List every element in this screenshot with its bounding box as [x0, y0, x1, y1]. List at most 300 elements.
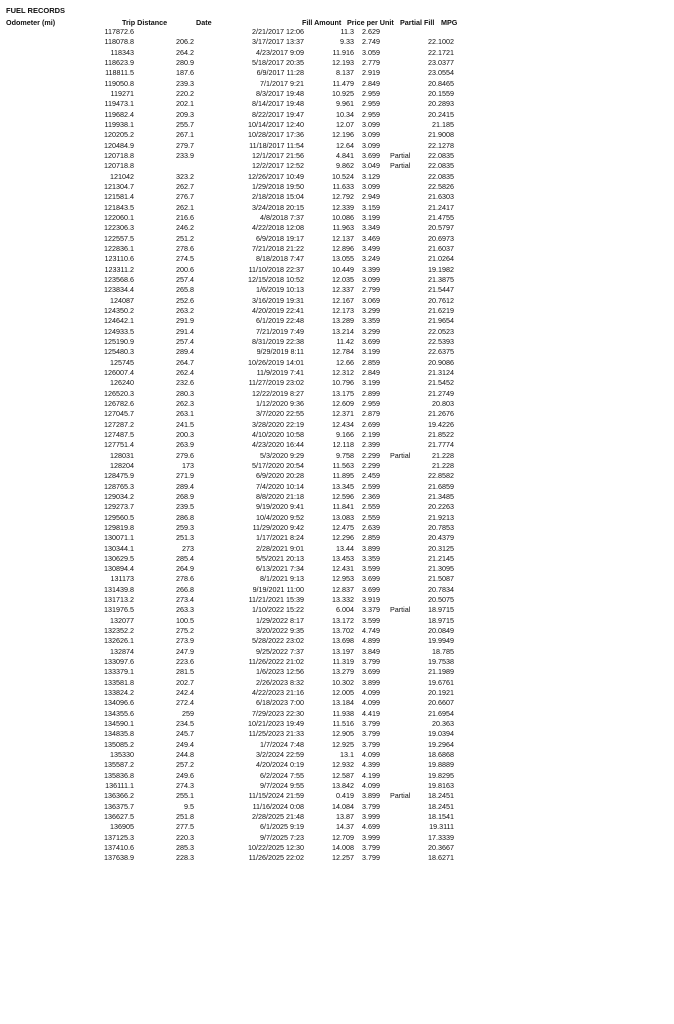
price-cell: 2.749: [362, 37, 380, 47]
mpg-cell: 21.2676: [428, 409, 454, 419]
table-row: [0, 120, 674, 130]
table-row: [0, 327, 674, 337]
price-cell: 2.879: [362, 409, 380, 419]
mpg-cell: 19.8295: [428, 770, 454, 780]
trip-cell: 244.8: [176, 750, 194, 760]
date-cell: 9/25/2022 7:37: [256, 646, 304, 656]
date-cell: 4/23/2020 16:44: [252, 440, 304, 450]
trip-cell: 291.4: [176, 326, 194, 336]
odometer-cell: 119271: [110, 88, 134, 98]
fill-cell: 0.419: [336, 791, 354, 801]
odometer-cell: 121304.7: [104, 181, 134, 191]
table-row: [0, 99, 674, 109]
table-row: [0, 182, 674, 192]
odometer-cell: 127487.5: [104, 429, 134, 439]
mpg-cell: 21.3485: [428, 491, 454, 501]
mpg-cell: 23.0554: [428, 68, 454, 78]
odometer-cell: 124350.2: [104, 305, 134, 315]
date-cell: 8/14/2017 19:48: [252, 99, 304, 109]
table-row: [0, 812, 674, 822]
price-cell: 3.349: [362, 223, 380, 233]
price-cell: 2.629: [362, 27, 380, 36]
mpg-cell: 20.1921: [428, 688, 454, 698]
mpg-cell: 19.9949: [428, 636, 454, 646]
table-row: [0, 378, 674, 388]
table-row: [0, 523, 674, 533]
mpg-cell: 21.3095: [428, 564, 454, 574]
price-cell: 3.699: [362, 584, 380, 594]
fill-cell: 12.257: [332, 853, 354, 863]
mpg-cell: 20.5075: [428, 595, 454, 605]
table-row: [0, 626, 674, 636]
odometer-cell: 125190.9: [104, 336, 134, 346]
price-cell: 3.499: [362, 243, 380, 253]
mpg-cell: 19.3111: [429, 822, 454, 832]
date-cell: 6/1/2019 22:48: [256, 316, 304, 326]
price-cell: 3.699: [362, 667, 380, 677]
table-row: [0, 760, 674, 770]
odometer-cell: 137638.9: [104, 853, 134, 863]
fill-cell: 12.792: [332, 192, 354, 202]
mpg-cell: 18.2451: [428, 791, 454, 801]
date-cell: 8/22/2017 19:47: [252, 109, 304, 119]
table-row: [0, 574, 674, 584]
price-cell: 2.299: [362, 460, 380, 470]
fill-cell: 14.37: [336, 822, 354, 832]
mpg-cell: 21.9654: [428, 316, 454, 326]
date-cell: 12/1/2017 21:56: [252, 150, 304, 160]
fill-cell: 13.44: [336, 543, 354, 553]
table-row: [0, 709, 674, 719]
date-cell: 3/2/2024 22:59: [256, 750, 304, 760]
odometer-cell: 133581.8: [104, 677, 134, 687]
date-cell: 9/7/2024 9:55: [260, 781, 304, 791]
date-cell: 7/21/2019 7:49: [256, 326, 304, 336]
price-cell: 2.399: [362, 440, 380, 450]
trip-cell: 289.4: [176, 347, 194, 357]
table-row: [0, 647, 674, 657]
table-row: [0, 306, 674, 316]
odometer-cell: 128031: [110, 450, 134, 460]
trip-cell: 100.5: [176, 615, 194, 625]
table-row: [0, 750, 674, 760]
trip-cell: 273.4: [176, 595, 194, 605]
table-row: [0, 141, 674, 151]
date-cell: 12/22/2019 8:27: [252, 388, 304, 398]
table-row: [0, 636, 674, 646]
table-row: [0, 389, 674, 399]
price-cell: 2.849: [362, 78, 380, 88]
trip-cell: 262.7: [176, 181, 194, 191]
price-cell: 4.099: [362, 781, 380, 791]
trip-cell: 246.2: [176, 223, 194, 233]
mpg-cell: 20.2263: [428, 502, 454, 512]
date-cell: 6/1/2025 9:19: [260, 822, 304, 832]
fill-cell: 12.035: [332, 274, 354, 284]
price-cell: 3.199: [362, 378, 380, 388]
odometer-cell: 121581.4: [104, 192, 134, 202]
fill-cell: 13.842: [332, 781, 354, 791]
trip-cell: 280.9: [176, 57, 194, 67]
odometer-cell: 128765.3: [104, 481, 134, 491]
price-cell: 3.099: [362, 140, 380, 150]
price-cell: 2.639: [362, 522, 380, 532]
mpg-cell: 19.8889: [428, 760, 454, 770]
fill-cell: 14.084: [332, 801, 354, 811]
odometer-cell: 136375.7: [104, 801, 134, 811]
mpg-cell: 20.4379: [428, 533, 454, 543]
odometer-cell: 125745: [110, 357, 134, 367]
date-cell: 5/5/2021 20:13: [256, 553, 304, 563]
trip-cell: 271.9: [176, 471, 194, 481]
trip-cell: 267.1: [176, 130, 194, 140]
trip-cell: 247.9: [176, 646, 194, 656]
date-cell: 4/22/2023 21:16: [252, 688, 304, 698]
mpg-cell: 21.185: [432, 119, 454, 129]
fill-cell: 12.005: [332, 688, 354, 698]
table-row: [0, 492, 674, 502]
header-fill: Fill Amount: [302, 18, 342, 27]
mpg-cell: 20.3125: [428, 543, 454, 553]
trip-cell: 279.6: [176, 450, 194, 460]
odometer-cell: 122060.1: [104, 212, 134, 222]
trip-cell: 275.2: [176, 626, 194, 636]
odometer-cell: 122306.3: [104, 223, 134, 233]
fill-cell: 9.166: [336, 429, 354, 439]
price-cell: 3.379: [362, 605, 380, 615]
date-cell: 2/21/2017 12:06: [252, 27, 304, 36]
trip-cell: 279.7: [176, 140, 194, 150]
odometer-cell: 121042: [110, 171, 134, 181]
trip-cell: 255.7: [176, 119, 194, 129]
table-row: [0, 265, 674, 275]
table-row: [0, 533, 674, 543]
trip-cell: 209.3: [176, 109, 194, 119]
fill-cell: 13.289: [332, 316, 354, 326]
price-cell: 2.919: [362, 68, 380, 78]
mpg-cell: 20.6973: [428, 233, 454, 243]
trip-cell: 249.6: [176, 770, 194, 780]
date-cell: 8/8/2020 21:18: [256, 491, 304, 501]
date-cell: 10/28/2017 17:36: [248, 130, 304, 140]
fill-cell: 10.925: [332, 88, 354, 98]
odometer-cell: 133097.6: [104, 657, 134, 667]
odometer-cell: 134096.6: [104, 698, 134, 708]
date-cell: 2/26/2023 8:32: [256, 677, 304, 687]
price-cell: 3.099: [362, 181, 380, 191]
odometer-cell: 132626.1: [104, 636, 134, 646]
fill-cell: 13.197: [332, 646, 354, 656]
table-row: [0, 595, 674, 605]
date-cell: 7/29/2023 22:30: [252, 708, 304, 718]
date-cell: 5/28/2022 23:02: [252, 636, 304, 646]
trip-cell: 251.3: [176, 533, 194, 543]
mpg-cell: 21.2417: [428, 202, 454, 212]
date-cell: 7/1/2017 9:21: [260, 78, 304, 88]
price-cell: 3.049: [362, 161, 380, 171]
partial-cell: Partial: [390, 150, 411, 160]
header-price: Price per Unit: [347, 18, 394, 27]
trip-cell: 216.6: [176, 212, 194, 222]
date-cell: 3/28/2020 22:19: [252, 419, 304, 429]
fill-cell: 9.33: [340, 37, 354, 47]
price-cell: 2.859: [362, 357, 380, 367]
odometer-cell: 125480.3: [104, 347, 134, 357]
trip-cell: 220.2: [176, 88, 194, 98]
trip-cell: 264.2: [176, 47, 194, 57]
mpg-cell: 19.8163: [428, 781, 454, 791]
price-cell: 3.899: [362, 791, 380, 801]
date-cell: 7/4/2020 10:14: [256, 481, 304, 491]
table-row: [0, 358, 674, 368]
date-cell: 8/3/2017 19:48: [256, 88, 304, 98]
mpg-cell: 21.9213: [428, 512, 454, 522]
table-row: [0, 399, 674, 409]
date-cell: 5/3/2020 9:29: [260, 450, 304, 460]
trip-cell: 251.2: [176, 233, 194, 243]
date-cell: 4/22/2018 12:08: [252, 223, 304, 233]
fill-cell: 10.302: [332, 677, 354, 687]
table-row: [0, 275, 674, 285]
trip-cell: 232.6: [176, 378, 194, 388]
trip-cell: 276.7: [176, 192, 194, 202]
date-cell: 10/14/2017 12:40: [248, 119, 304, 129]
price-cell: 3.799: [362, 843, 380, 853]
trip-cell: 274.3: [176, 781, 194, 791]
table-row: [0, 172, 674, 182]
fill-cell: 11.938: [332, 708, 354, 718]
price-cell: 4.199: [362, 770, 380, 780]
fill-cell: 12.07: [336, 119, 354, 129]
price-cell: 3.799: [362, 719, 380, 729]
trip-cell: 245.7: [176, 729, 194, 739]
trip-cell: 285.4: [176, 553, 194, 563]
price-cell: 3.599: [362, 564, 380, 574]
odometer-cell: 127045.7: [104, 409, 134, 419]
fill-cell: 12.932: [332, 760, 354, 770]
mpg-cell: 22.0835: [428, 161, 454, 171]
price-cell: 2.859: [362, 533, 380, 543]
mpg-cell: 22.8582: [428, 471, 454, 481]
date-cell: 11/15/2024 21:59: [248, 791, 304, 801]
price-cell: 3.299: [362, 305, 380, 315]
table-row: [0, 585, 674, 595]
fill-cell: 13.332: [332, 595, 354, 605]
mpg-cell: 21.2749: [428, 388, 454, 398]
price-cell: 2.959: [362, 398, 380, 408]
fill-cell: 12.66: [336, 357, 354, 367]
date-cell: 6/13/2021 7:34: [256, 564, 304, 574]
price-cell: 2.959: [362, 99, 380, 109]
odometer-cell: 129273.7: [104, 502, 134, 512]
table-row: [0, 729, 674, 739]
table-row: [0, 213, 674, 223]
trip-cell: 264.7: [176, 357, 194, 367]
table-row: [0, 89, 674, 99]
trip-cell: 228.3: [176, 853, 194, 863]
mpg-cell: 21.0264: [428, 254, 454, 264]
trip-cell: 277.5: [176, 822, 194, 832]
price-cell: 4.749: [362, 626, 380, 636]
trip-cell: 233.9: [176, 150, 194, 160]
odometer-cell: 123110.6: [104, 254, 134, 264]
trip-cell: 223.6: [176, 657, 194, 667]
mpg-cell: 21.3875: [428, 274, 454, 284]
odometer-cell: 137125.3: [104, 832, 134, 842]
date-cell: 11/25/2023 21:33: [248, 729, 304, 739]
trip-cell: 268.9: [176, 491, 194, 501]
odometer-cell: 135085.2: [104, 739, 134, 749]
trip-cell: 323.2: [176, 171, 194, 181]
mpg-cell: 21.9008: [428, 130, 454, 140]
fill-cell: 12.296: [332, 533, 354, 543]
price-cell: 2.559: [362, 512, 380, 522]
partial-cell: Partial: [390, 791, 411, 801]
fill-cell: 10.796: [332, 378, 354, 388]
price-cell: 2.949: [362, 192, 380, 202]
price-cell: 2.559: [362, 502, 380, 512]
trip-cell: 202.7: [176, 677, 194, 687]
mpg-cell: 21.5447: [428, 285, 454, 295]
odometer-cell: 123568.6: [104, 274, 134, 284]
trip-cell: 257.2: [176, 760, 194, 770]
table-row: [0, 471, 674, 481]
odometer-cell: 135330: [110, 750, 134, 760]
fill-cell: 11.479: [332, 78, 354, 88]
odometer-cell: 126007.4: [104, 367, 134, 377]
fill-cell: 10.449: [332, 264, 354, 274]
odometer-cell: 120718.8: [104, 161, 134, 171]
table-row: [0, 27, 674, 37]
price-cell: 3.399: [362, 264, 380, 274]
table-row: [0, 244, 674, 254]
odometer-cell: 124087: [110, 295, 134, 305]
odometer-cell: 129034.2: [104, 491, 134, 501]
trip-cell: 281.5: [176, 667, 194, 677]
table-row: [0, 667, 674, 677]
table-row: [0, 110, 674, 120]
mpg-cell: 18.6868: [428, 750, 454, 760]
odometer-cell: 133824.2: [104, 688, 134, 698]
fill-cell: 13.279: [332, 667, 354, 677]
price-cell: 2.849: [362, 367, 380, 377]
odometer-cell: 120205.2: [104, 130, 134, 140]
price-cell: 3.359: [362, 553, 380, 563]
price-cell: 3.099: [362, 274, 380, 284]
trip-cell: 266.8: [176, 584, 194, 594]
mpg-cell: 17.3339: [428, 832, 454, 842]
odometer-cell: 118623.9: [104, 57, 134, 67]
date-cell: 6/9/2020 20:28: [256, 471, 304, 481]
mpg-cell: 21.6954: [428, 708, 454, 718]
mpg-cell: 21.3124: [428, 367, 454, 377]
price-cell: 3.699: [362, 336, 380, 346]
partial-cell: Partial: [390, 161, 411, 171]
mpg-cell: 21.228: [432, 460, 454, 470]
odometer-cell: 119938.1: [104, 119, 134, 129]
mpg-cell: 21.4755: [428, 212, 454, 222]
odometer-cell: 131173: [110, 574, 134, 584]
table-row: [0, 296, 674, 306]
date-cell: 1/7/2024 7:48: [260, 739, 304, 749]
odometer-cell: 133379.1: [104, 667, 134, 677]
trip-cell: 200.3: [176, 429, 194, 439]
mpg-cell: 20.3667: [428, 843, 454, 853]
date-cell: 10/21/2023 19:49: [248, 719, 304, 729]
odometer-cell: 118078.8: [104, 37, 134, 47]
trip-cell: 273.9: [176, 636, 194, 646]
date-cell: 1/29/2018 19:50: [252, 181, 304, 191]
fill-cell: 12.587: [332, 770, 354, 780]
price-cell: 2.959: [362, 88, 380, 98]
fill-cell: 13.87: [336, 812, 354, 822]
price-cell: 3.099: [362, 119, 380, 129]
price-cell: 3.699: [362, 150, 380, 160]
fill-cell: 12.64: [336, 140, 354, 150]
date-cell: 9/7/2025 7:23: [260, 832, 304, 842]
price-cell: 3.799: [362, 801, 380, 811]
fill-cell: 12.905: [332, 729, 354, 739]
trip-cell: 262.1: [176, 202, 194, 212]
trip-cell: 239.5: [176, 502, 194, 512]
table-row: [0, 822, 674, 832]
mpg-cell: 21.1989: [428, 667, 454, 677]
mpg-cell: 21.2145: [428, 553, 454, 563]
date-cell: 1/6/2019 10:13: [256, 285, 304, 295]
odometer-cell: 126240: [110, 378, 134, 388]
odometer-cell: 135836.8: [104, 770, 134, 780]
table-row: [0, 502, 674, 512]
table-row: [0, 843, 674, 853]
table-row: [0, 791, 674, 801]
fill-cell: 10.086: [332, 212, 354, 222]
date-cell: 1/17/2021 8:24: [256, 533, 304, 543]
table-row: [0, 337, 674, 347]
table-row: [0, 482, 674, 492]
odometer-cell: 119473.1: [104, 99, 134, 109]
fill-cell: 12.196: [332, 130, 354, 140]
trip-cell: 220.3: [176, 832, 194, 842]
date-cell: 1/12/2020 9:36: [256, 398, 304, 408]
mpg-cell: 21.6037: [428, 243, 454, 253]
price-cell: 2.959: [362, 109, 380, 119]
odometer-cell: 127287.2: [104, 419, 134, 429]
date-cell: 3/16/2019 19:31: [252, 295, 304, 305]
odometer-cell: 128475.9: [104, 471, 134, 481]
table-row: [0, 151, 674, 161]
mpg-cell: 22.1002: [428, 37, 454, 47]
date-cell: 3/20/2022 9:35: [256, 626, 304, 636]
fill-cell: 4.841: [336, 150, 354, 160]
price-cell: 3.699: [362, 574, 380, 584]
trip-cell: 251.8: [176, 812, 194, 822]
table-row: [0, 564, 674, 574]
trip-cell: 187.6: [176, 68, 194, 78]
trip-cell: 263.2: [176, 305, 194, 315]
price-cell: 3.599: [362, 615, 380, 625]
mpg-cell: 18.1541: [428, 812, 454, 822]
fill-cell: 13.453: [332, 553, 354, 563]
mpg-cell: 19.2964: [428, 739, 454, 749]
fill-cell: 9.961: [336, 99, 354, 109]
odometer-cell: 130894.4: [104, 564, 134, 574]
price-cell: 3.129: [362, 171, 380, 181]
fill-cell: 12.434: [332, 419, 354, 429]
date-cell: 4/10/2020 10:58: [252, 429, 304, 439]
table-row: [0, 368, 674, 378]
trip-cell: 257.4: [176, 336, 194, 346]
mpg-cell: 20.7853: [428, 522, 454, 532]
